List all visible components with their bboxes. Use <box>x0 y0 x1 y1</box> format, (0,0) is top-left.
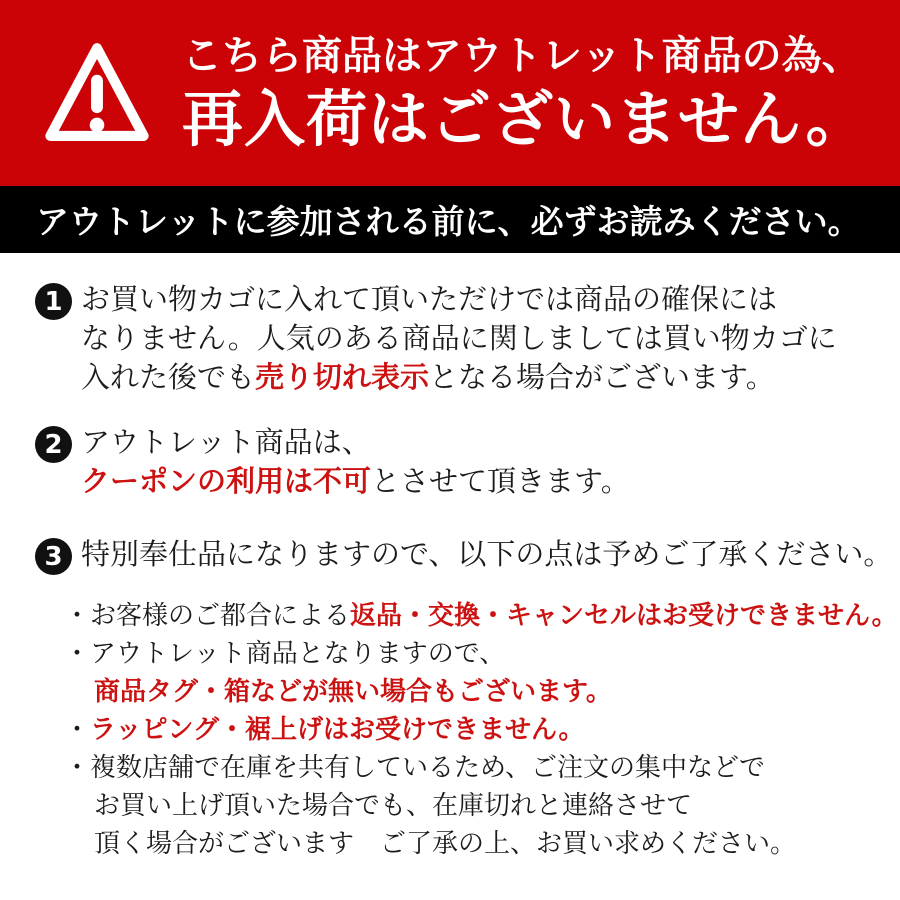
no-coupon-emphasis: クーポンの利用は不可 <box>81 464 372 498</box>
note-1-line-2 <box>81 319 837 358</box>
bullet-shared-stock-line-3 <box>64 825 890 863</box>
bullet-returns <box>64 597 898 635</box>
text-segment: なりません。人気のある商品に関しましては買い物カゴに <box>81 321 837 355</box>
note-1-number-badge: 1 <box>35 283 72 320</box>
warning-triangle-icon <box>42 40 152 146</box>
note-2 <box>35 423 890 501</box>
text-segment: ・ <box>64 715 91 745</box>
banner-line-2: 再入荷はございません。 <box>182 84 868 156</box>
text-segment: とさせて頂きます。 <box>371 464 630 498</box>
note-3 <box>35 535 893 575</box>
text-segment: ・複数店舗で在庫を共有しているため、ご注文の集中などで <box>64 753 765 783</box>
text-segment: 頂く場合がございます ご了承の上、お買い求めください。 <box>94 829 797 859</box>
text-segment: ・アウトレット商品となりますので、 <box>64 639 506 669</box>
no-tag-emphasis: 商品タグ・箱などが無い場合もございます。 <box>94 677 612 707</box>
note-1-line-1 <box>81 280 837 319</box>
text-segment: お買い上げ頂いた場合でも、在庫切れと連絡させて <box>94 791 693 821</box>
bullet-shared-stock-line-1 <box>64 749 890 787</box>
text-segment: 特別奉仕品になりますので、以下の点は予めご了承ください。 <box>81 537 893 571</box>
note-1-line-3 <box>81 358 837 397</box>
text-segment: ・お客様のご都合による <box>64 601 351 631</box>
sold-out-emphasis: 売り切れ表示 <box>255 360 430 394</box>
note-3-bullets <box>64 597 898 863</box>
no-wrapping-emphasis: ラッピング・裾上げはお受けできません。 <box>90 715 585 745</box>
note-2-line-2 <box>81 462 630 501</box>
note-1 <box>35 280 890 397</box>
note-1-text <box>81 280 837 397</box>
note-2-line-1 <box>81 423 630 462</box>
notes-section <box>0 253 900 863</box>
note-3-text <box>81 535 892 574</box>
read-before-text: アウトレットに参加される前に、必ずお読みください。 <box>36 202 861 241</box>
note-3-number-badge: 3 <box>35 538 72 575</box>
banner-line-1: こちら商品はアウトレット商品の為、 <box>182 33 862 80</box>
text-segment: となる場合がございます。 <box>429 360 775 394</box>
text-segment: お買い物カゴに入れて頂いただけでは商品の確保には <box>81 282 778 316</box>
bullet-no-tag-line-2 <box>64 673 890 711</box>
banner-text <box>182 32 868 156</box>
note-2-number-badge: 2 <box>35 426 72 463</box>
text-segment: アウトレット商品は、 <box>81 425 371 459</box>
bullet-no-tag-line-1 <box>64 635 890 673</box>
note-2-text <box>81 423 630 501</box>
read-before-banner <box>0 186 900 253</box>
text-segment: 入れた後でも <box>81 360 256 394</box>
bullet-no-wrapping <box>64 711 890 749</box>
bullet-shared-stock-line-2 <box>64 787 890 825</box>
outlet-warning-banner <box>0 0 900 186</box>
note-3-line-1 <box>81 535 892 574</box>
no-returns-emphasis: 返品・交換・キャンセルはお受けできません。 <box>350 601 898 631</box>
